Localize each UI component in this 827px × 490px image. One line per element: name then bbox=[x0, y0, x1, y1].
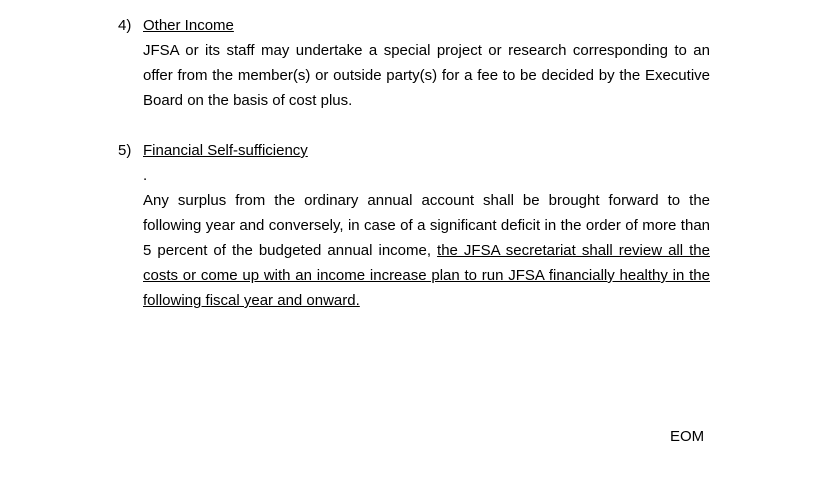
body-underlined-text: the JFSA secretariat shall review all the costs or come up with an income increase plan to run JFSA financially healthy in the following fiscal year and onward. bbox=[143, 242, 710, 309]
section-number: 5) bbox=[118, 142, 132, 159]
section-body bbox=[143, 188, 710, 313]
section-heading bbox=[118, 138, 710, 163]
stray-period: . bbox=[143, 167, 148, 184]
section-heading bbox=[118, 13, 710, 38]
section-body: JFSA or its staff may undertake a special project or research corresponding to an offer from the member(s) or outside party(s) for a fee to be decided by the Executive Board on the basis of cost plus. bbox=[143, 42, 710, 109]
section-number: 4) bbox=[118, 17, 132, 34]
end-of-message-label: EOM bbox=[670, 428, 705, 445]
section-financial-self-sufficiency bbox=[118, 138, 710, 313]
body-plain-text: Any surplus from the ordinary annual account shall be brought forward to the following year and conversely, in case of a significant deficit in the order of more than 5 percent of the budgeted annual income, bbox=[143, 192, 710, 259]
section-title: Financial Self-sufficiency bbox=[143, 142, 308, 159]
section-title: Other Income bbox=[143, 17, 234, 34]
section-other-income bbox=[118, 13, 710, 113]
